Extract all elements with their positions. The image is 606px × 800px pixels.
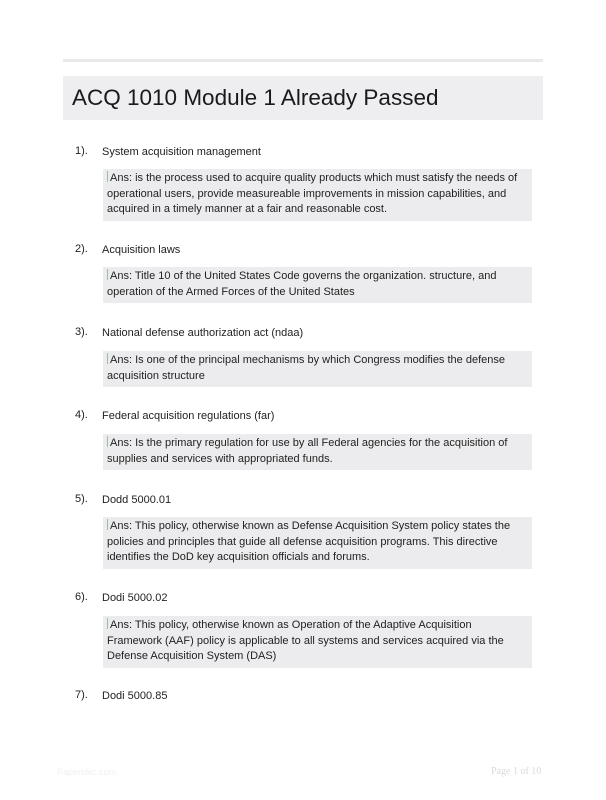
answer-box: [103, 616, 532, 668]
question-number: 4).: [75, 409, 88, 421]
answer-box: [103, 434, 532, 470]
answer-box: [103, 267, 532, 303]
answer-marker: [107, 618, 108, 629]
answer-text: Ans: Is the primary regulation for use by all Federal agencies for the acquisition of supplies and services with appropriated funds.: [107, 437, 508, 465]
question-text: Dodd 5000.01: [102, 494, 172, 506]
question-number: 6).: [75, 591, 88, 603]
question-text: Dodi 5000.85: [102, 690, 168, 702]
question-text: Acquisition laws: [102, 244, 181, 256]
question-number: 1).: [75, 145, 88, 157]
answer-text: Ans: Is one of the principal mechanisms by which Congress modifies the defense acquisition structure: [107, 354, 505, 382]
answer-marker: [107, 171, 108, 182]
question-number: 7).: [75, 689, 88, 701]
title-box: [63, 76, 543, 120]
question-number: 5).: [75, 493, 88, 505]
question-text: System acquisition management: [102, 146, 261, 158]
watermark: Paperbliic.com: [57, 767, 117, 777]
answer-box: [103, 169, 532, 221]
answer-box: [103, 517, 532, 569]
question-text: Dodi 5000.02: [102, 592, 168, 604]
answer-text: Ans: Title 10 of the United States Code governs the organization. structure, and operation of the Armed Forces of the United States: [107, 270, 497, 298]
answer-box: [103, 351, 532, 387]
question-text: Federal acquisition regulations (far): [102, 410, 275, 422]
question-number: 2).: [75, 243, 88, 255]
answer-marker: [107, 269, 108, 280]
answer-marker: [107, 353, 108, 364]
page-indicator: Page 1 of 10: [491, 766, 542, 777]
top-divider: [63, 59, 543, 62]
question-text: National defense authorization act (ndaa): [102, 327, 304, 339]
answer-text: Ans: is the process used to acquire quality products which must satisfy the needs of operational users, provide measureable improvements in mission capabilities, and acquired in a timely manner at a fair and reasonable cost.: [107, 172, 518, 215]
question-number: 3).: [75, 326, 88, 338]
answer-text: Ans: This policy, otherwise known as Operation of the Adaptive Acquisition Framework (AAF) policy is applicable to all systems and services acquired via the Defense Acquisition System (DAS): [107, 619, 504, 662]
answer-text: Ans: This policy, otherwise known as Defense Acquisition System policy states the policies and principles that guide all defense acquisition programs. This directive identifies the DoD key acquisition officials and forums.: [107, 520, 511, 563]
answer-marker: [107, 436, 108, 447]
answer-marker: [107, 519, 108, 530]
page-title: ACQ 1010 Module 1 Already Passed: [72, 85, 439, 110]
